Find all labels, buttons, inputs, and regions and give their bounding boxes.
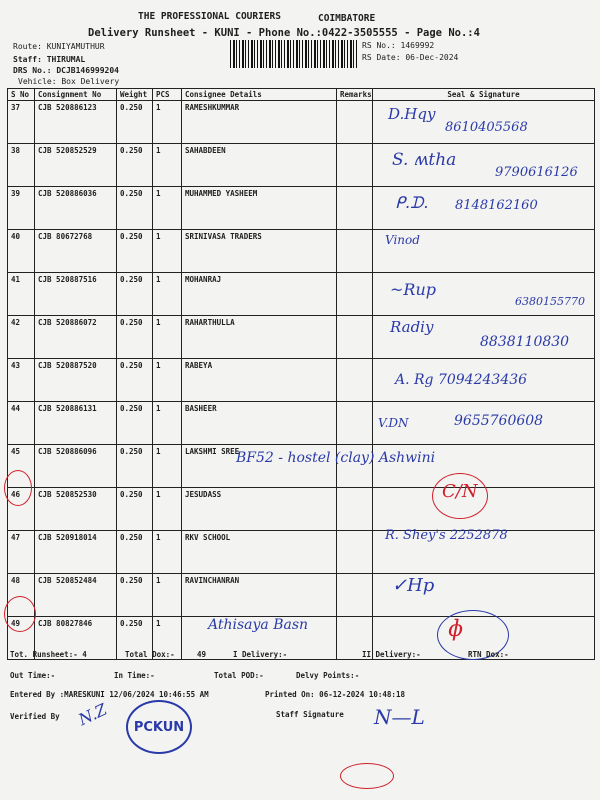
i-delivery-label: I Delivery:- <box>233 650 288 659</box>
cell-sno: 37 <box>8 101 35 144</box>
cell-consignment: CJB 520852529 <box>35 144 117 187</box>
cell-weight: 0.250 <box>117 402 153 445</box>
total-dox-value: 49 <box>197 650 207 659</box>
red-circle-mark <box>340 763 394 789</box>
cell-consignee: SRINIVASA TRADERS <box>182 230 337 273</box>
handwritten-signature: N—L <box>374 705 425 729</box>
route-label: Route: KUNIYAMUTHUR <box>13 42 105 51</box>
company-name: THE PROFESSIONAL COURIERS <box>138 11 281 22</box>
total-pod-label: Total POD:- <box>214 671 264 680</box>
tot-runsheet: Tot. Runsheet:- 4 <box>10 650 87 659</box>
cell-weight: 0.250 <box>117 574 153 617</box>
cell-sno: 49 <box>8 617 35 660</box>
cell-remarks <box>337 402 373 445</box>
handwritten-note: A. Rg 7094243436 <box>395 372 528 388</box>
cell-weight: 0.250 <box>117 230 153 273</box>
cell-consignment: CJB 520886072 <box>35 316 117 359</box>
ii-delivery-label: II Delivery:- <box>362 650 421 659</box>
rtn-dox-label: RTN Dox:- <box>468 650 509 659</box>
cell-consignment: CJB 520918014 <box>35 531 117 574</box>
rs-no-label: RS No.: 1469992 <box>362 41 435 50</box>
col-header-sno: S No <box>8 89 35 101</box>
cell-sno: 44 <box>8 402 35 445</box>
cell-pcs: 1 <box>153 316 182 359</box>
table-row <box>8 230 595 273</box>
cell-sno: 42 <box>8 316 35 359</box>
cell-consignee: SAHABDEEN <box>182 144 337 187</box>
handwritten-signature: S. ʍtha <box>392 150 457 170</box>
cell-weight: 0.250 <box>117 488 153 531</box>
handwritten-signature: N.Z <box>75 699 110 730</box>
red-circle-mark <box>4 470 32 506</box>
staff-label: Staff: THIRUMAL <box>13 55 86 64</box>
cell-pcs: 1 <box>153 445 182 488</box>
handwritten-note: Vinod <box>385 233 420 247</box>
handwritten-note: Athisaya Basn <box>208 617 309 633</box>
handwritten-signature: D.Hqy <box>388 105 436 123</box>
runsheet-title: Delivery Runsheet - KUNI - Phone No.:0422-3505555 - Page No.:4 <box>88 27 480 39</box>
stamp-text: PCKUN <box>133 719 185 735</box>
handwritten-note: 9790616126 <box>495 165 578 180</box>
verified-by-label: Verified By <box>10 712 60 721</box>
cell-remarks <box>337 273 373 316</box>
cell-remarks <box>337 359 373 402</box>
cell-remarks <box>337 187 373 230</box>
cell-weight: 0.250 <box>117 101 153 144</box>
handwritten-note: 8610405568 <box>445 120 528 135</box>
cell-consignment: CJB 520887520 <box>35 359 117 402</box>
cell-remarks <box>337 101 373 144</box>
cell-pcs: 1 <box>153 230 182 273</box>
drs-label: DRS No.: DCJB146999204 <box>13 66 119 75</box>
cell-consignment: CJB 520886036 <box>35 187 117 230</box>
handwritten-note: 8838110830 <box>480 334 570 350</box>
entered-by: Entered By :MARESKUNI 12/06/2024 10:46:55 AM <box>10 690 209 699</box>
cell-pcs: 1 <box>153 488 182 531</box>
handwritten-note: BF52 - hostel (clay) Ashwini <box>236 450 436 466</box>
red-circle-mark <box>4 596 36 632</box>
cell-pcs: 1 <box>153 574 182 617</box>
in-time-label: In Time:- <box>114 671 155 680</box>
cell-pcs: 1 <box>153 617 182 660</box>
barcode <box>230 40 357 68</box>
cell-remarks <box>337 574 373 617</box>
cell-consignee: RAMESHKUMMAR <box>182 101 337 144</box>
city-name: COIMBATORE <box>318 13 376 24</box>
cell-pcs: 1 <box>153 273 182 316</box>
cell-sno: 47 <box>8 531 35 574</box>
handwritten-note: C/N <box>442 481 478 502</box>
cell-pcs: 1 <box>153 531 182 574</box>
handwritten-note: 6380155770 <box>515 295 585 308</box>
col-header-consignee: Consignee Details <box>182 89 337 101</box>
cell-weight: 0.250 <box>117 273 153 316</box>
handwritten-signature: ✓Hp <box>392 575 435 596</box>
cell-sno: 46 <box>8 488 35 531</box>
cell-pcs: 1 <box>153 359 182 402</box>
cell-weight: 0.250 <box>117 359 153 402</box>
col-header-remarks: Remarks <box>337 89 373 101</box>
cell-consignment: CJB 80672768 <box>35 230 117 273</box>
table-row <box>8 574 595 617</box>
cell-consignment: CJB 520886123 <box>35 101 117 144</box>
cell-sno: 41 <box>8 273 35 316</box>
cell-sno: 38 <box>8 144 35 187</box>
cell-consignee: MOHANRAJ <box>182 273 337 316</box>
col-header-signature: Seal & Signature <box>373 89 595 101</box>
total-dox-label: Total Dox:- <box>125 650 175 659</box>
cell-consignment: CJB 520852530 <box>35 488 117 531</box>
delvy-points-label: Delvy Points:- <box>296 671 360 680</box>
cell-remarks <box>337 144 373 187</box>
col-header-weight: Weight <box>117 89 153 101</box>
handwritten-signature: Radiy <box>390 318 434 336</box>
out-time-label: Out Time:- <box>10 671 56 680</box>
handwritten-signature: ~Rup <box>390 280 436 299</box>
cell-consignee: MUHAMMED YASHEEM <box>182 187 337 230</box>
cell-remarks <box>337 531 373 574</box>
cell-sno: 39 <box>8 187 35 230</box>
office-stamp <box>126 700 192 754</box>
cell-pcs: 1 <box>153 187 182 230</box>
handwritten-signature: V.DN <box>378 416 409 430</box>
table-row <box>8 488 595 531</box>
col-header-pcs: PCS <box>153 89 182 101</box>
handwritten-note: 8148162160 <box>455 198 538 213</box>
cell-consignment: CJB 520887516 <box>35 273 117 316</box>
table-row <box>8 273 595 316</box>
cell-sno: 48 <box>8 574 35 617</box>
rs-date-label: RS Date: 06-Dec-2024 <box>362 53 459 62</box>
handwritten-note: 9655760608 <box>454 413 544 429</box>
staff-signature-label: Staff Signature <box>276 710 344 719</box>
cell-consignee: BASHEER <box>182 402 337 445</box>
cell-sno: 40 <box>8 230 35 273</box>
cell-sno: 43 <box>8 359 35 402</box>
vehicle-label: Vehicle: Box Delivery <box>18 77 120 86</box>
cell-weight: 0.250 <box>117 617 153 660</box>
cell-weight: 0.250 <box>117 187 153 230</box>
cell-remarks <box>337 230 373 273</box>
cell-consignee: RAVINCHANRAN <box>182 574 337 617</box>
cell-consignee: RAHARTHULLA <box>182 316 337 359</box>
cell-consignee: LAKSHMI SREE <box>182 445 337 488</box>
cell-remarks <box>337 488 373 531</box>
cell-consignment: CJB 520886131 <box>35 402 117 445</box>
cell-consignment: CJB 520886096 <box>35 445 117 488</box>
col-header-consignment: Consignment No <box>35 89 117 101</box>
cell-pcs: 1 <box>153 101 182 144</box>
cell-consignment: CJB 520852484 <box>35 574 117 617</box>
cell-sno: 45 <box>8 445 35 488</box>
cell-weight: 0.250 <box>117 316 153 359</box>
cell-pcs: 1 <box>153 144 182 187</box>
cell-weight: 0.250 <box>117 445 153 488</box>
table-header-row <box>8 89 595 101</box>
cell-weight: 0.250 <box>117 144 153 187</box>
cell-pcs: 1 <box>153 402 182 445</box>
handwritten-note: R. Shey's 2252878 <box>385 528 508 543</box>
cell-weight: 0.250 <box>117 531 153 574</box>
cell-consignee: RKV SCHOOL <box>182 531 337 574</box>
cell-consignee: JESUDASS <box>182 488 337 531</box>
printed-on: Printed On: 06-12-2024 10:48:18 <box>265 690 405 699</box>
cell-consignment: CJB 80827846 <box>35 617 117 660</box>
red-mark: ɸ <box>448 617 464 642</box>
cell-remarks <box>337 316 373 359</box>
cell-consignee: RABEYA <box>182 359 337 402</box>
handwritten-signature: ᑭ.ᗪ. <box>395 193 429 212</box>
